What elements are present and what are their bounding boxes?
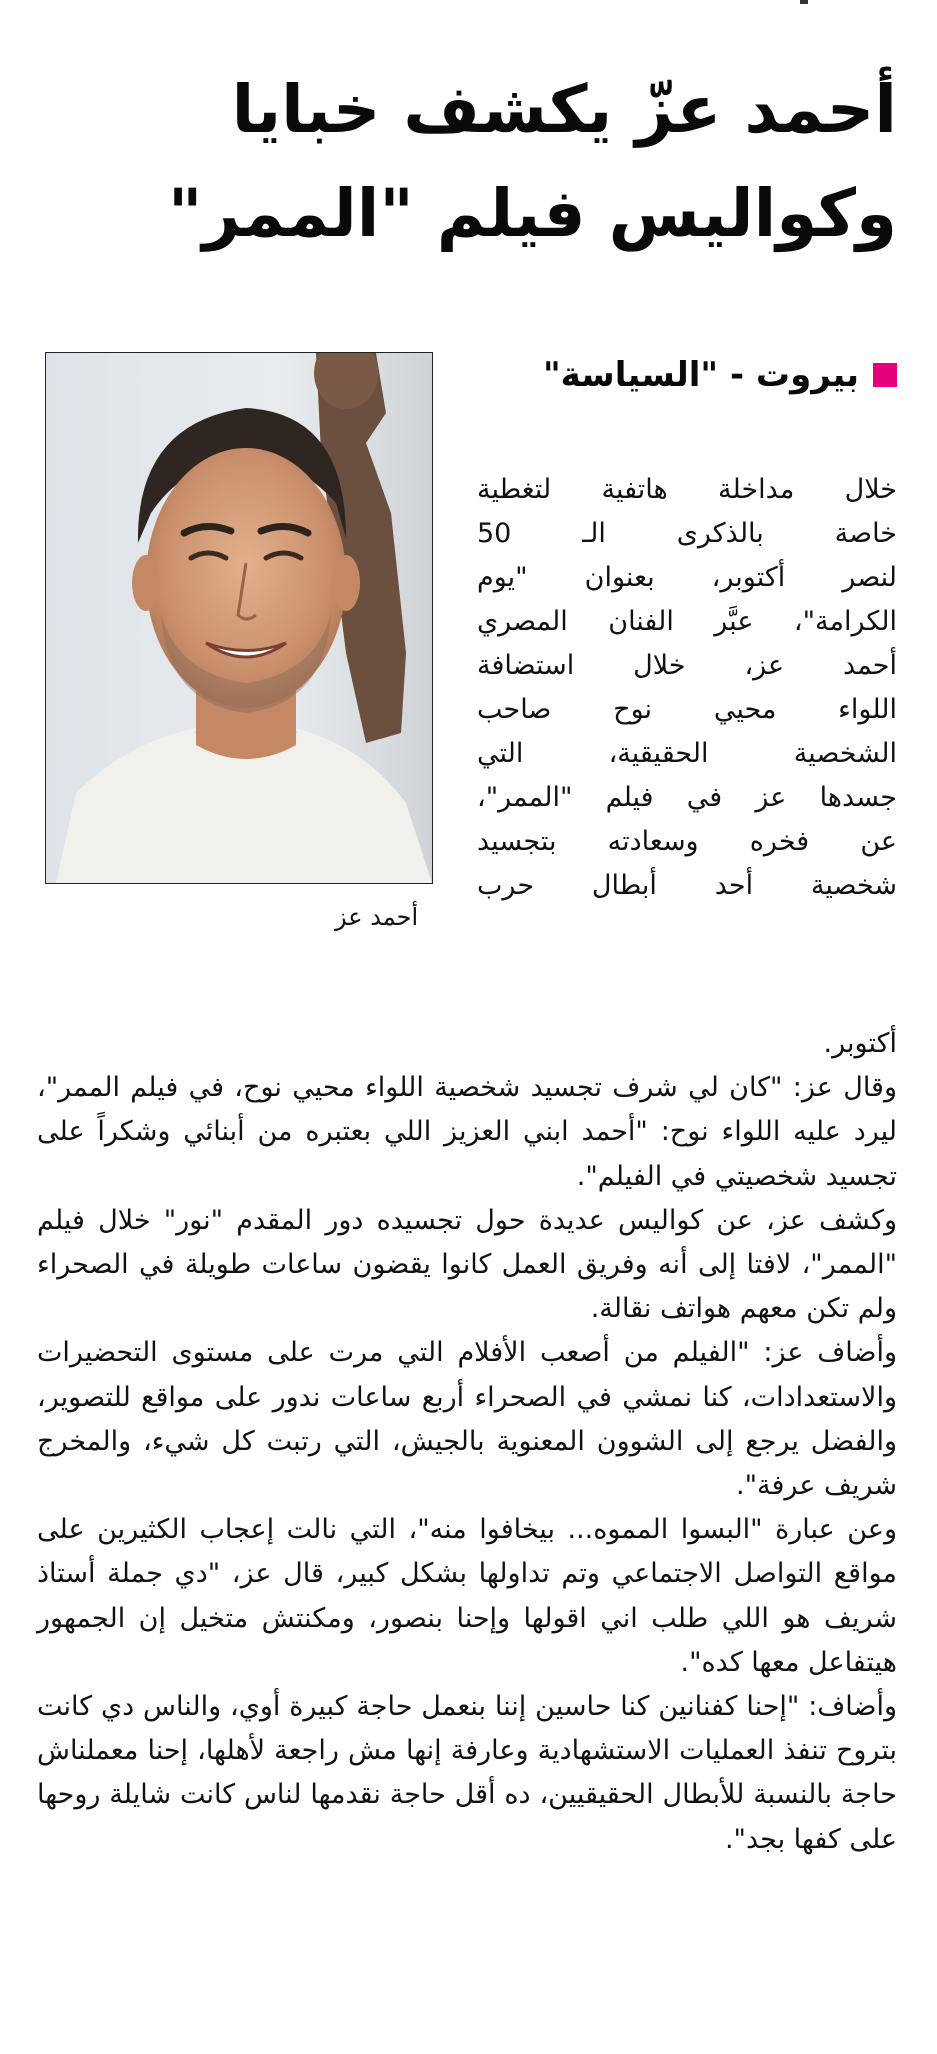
body-paragraph: وكشف عز، عن كواليس عديدة حول تجسيده دور المقدم "نور" خلال فيلم "الممر"، لافتا إلى أنه وفريق العمل كانوا يقضون ساعات طويلة في الصحراء ولم تكن معهم هواتف نقالة. (37, 1204, 897, 1325)
byline-accent-square (873, 363, 897, 387)
body-paragraph: أكتوبر. (823, 1028, 897, 1059)
lead-line: الكرامة"، عبَّر الفنان المصري (477, 606, 897, 637)
lead-line: خاصة بالذكرى الـ 50 (477, 518, 897, 549)
body-paragraph: وعن عبارة "البسوا المموه... بيخافوا منه"، التي نالت إعجاب الكثيرين على مواقع التواصل الاجتماعي وتم تداولها بشكل كبير، قال عز، "دي جملة أستاذ شريف هو اللي طلب اني اقولها وإحنا بنصور، ومكنتش متخيل إن الجمهور هيتفاعل معها كده". (37, 1514, 897, 1678)
lead-column (477, 468, 897, 908)
body-paragraph: وقال عز: "كان لي شرف تجسيد شخصية اللواء محيي نوح، في فيلم الممر"، ليرد عليه اللواء نوح: "أحمد ابني العزيز اللي بعتبره من أبنائي وشكراً على تجسيد شخصيتي في الفيلم". (37, 1072, 897, 1192)
lead-line: الشخصية الحقيقية، التي (477, 738, 897, 769)
lead-line: جسدها عز في فيلم "الممر"، (477, 782, 897, 813)
article-headline: أحمد عزّ يكشف خبايا وكواليس فيلم "الممر" (168, 71, 897, 252)
byline-text: بيروت - "السياسة" (542, 355, 859, 395)
portrait-image (46, 353, 432, 883)
byline (543, 355, 897, 395)
photo-caption: أحمد عز (335, 903, 419, 931)
body-paragraph: وأضاف: "إحنا كفنانين كنا حاسين إننا بنعمل حاجة كبيرة أوي، والناس دي كانت بتروح تنفذ العمليات الاستشهادية وعارفة إنها مش راجعة لأهلها، إحنا معملناش حاجة بالنسبة للأبطال الحقيقيين، ده أقل حاجة نقدمها لناس كانت شايلة روحها على كفها بجد". (37, 1691, 897, 1855)
lead-line: خلال مداخلة هاتفية لتغطية (477, 474, 897, 505)
top-edge-mark (800, 0, 808, 4)
article-body (37, 1022, 897, 1862)
lead-line: اللواء محيي نوح صاحب (477, 694, 897, 725)
body-paragraph: وأضاف عز: "الفيلم من أصعب الأفلام التي مرت على مستوى التحضيرات والاستعدادات، كنا نمشي في الصحراء أربع ساعات ندور على مواقع للتصوير، والفضل يرجع إلى الشوون المعنوية بالجيش، التي رتبت كل شيء، والمخرج شريف عرفة". (37, 1337, 897, 1502)
lead-line: لنصر أكتوبر، بعنوان "يوم (477, 562, 897, 593)
lead-line: عن فخره وسعادته بتجسيد (477, 826, 897, 857)
article-photo (45, 352, 433, 884)
lead-line: أحمد عز، خلال استضافة (477, 650, 897, 681)
lead-line: شخصية أحد أبطال حرب (477, 870, 897, 901)
